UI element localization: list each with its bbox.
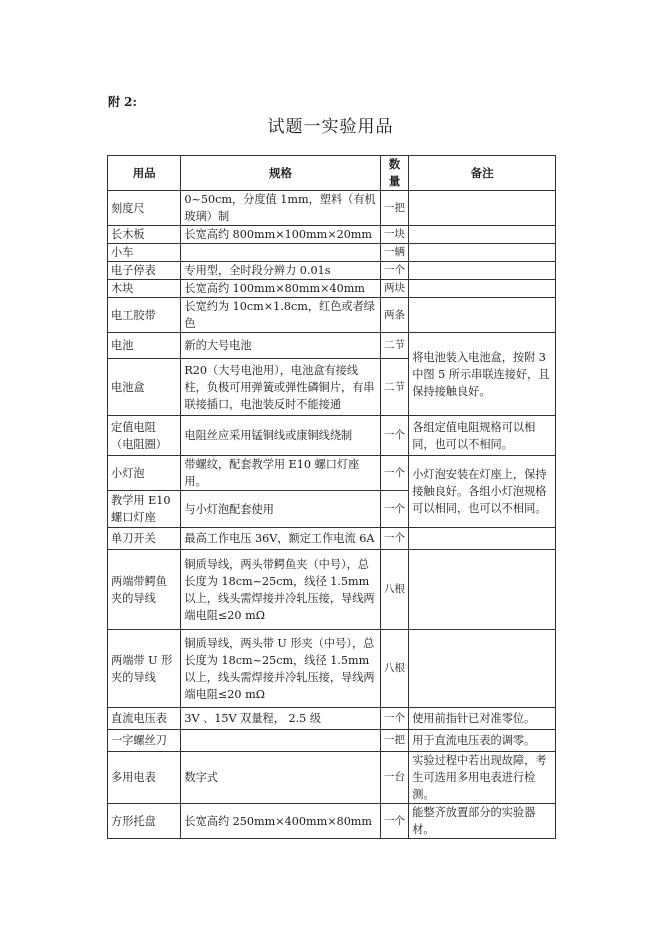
item-name: 定值电阻（电阻圈） [108,416,181,456]
item-spec: 铜质导线，两头带 U 形夹（中号），总长度为 18cm~25cm，线径 1.5mm 以上，线头需焊接并冷轧压接，导线两端电阻≤20 mΩ [181,630,380,708]
item-note [409,528,556,550]
table-row [108,528,556,550]
table-row [108,456,556,491]
item-note: 使用前指针已对准零位。 [409,708,556,730]
item-qty: 一块 [380,226,408,244]
item-name: 一字螺丝刀 [108,730,181,752]
table-row [108,244,556,262]
item-spec: 电阻丝应采用锰铜线或康铜线绕制 [181,416,380,456]
item-spec: 长宽高约 800mm×100mm×20mm [181,226,380,244]
item-name: 方形托盘 [108,804,181,839]
item-qty: 一把 [380,191,408,226]
item-spec: 数字式 [181,752,380,804]
item-spec: 0~50cm，分度值 1mm，塑料（有机玻璃）制 [181,191,380,226]
item-note [409,191,556,226]
item-name: 两端带 U 形夹的导线 [108,630,181,708]
table-row [108,804,556,839]
table-row [108,333,556,359]
item-spec: 铜质导线，两头带鳄鱼夹（中号），总长度为 18cm~25cm，线径 1.5mm 以上，线头需焊接并冷轧压接，导线两端电阻≤20 mΩ [181,550,380,630]
item-note: 各组定值电阻规格可以相同，也可以不相同。 [409,416,556,456]
table-row [108,752,556,804]
item-qty: 八根 [380,630,408,708]
item-note [409,280,556,298]
item-qty: 一个 [380,456,408,491]
item-note: 用于直流电压表的调零。 [409,730,556,752]
item-note [409,226,556,244]
table-row [108,730,556,752]
table-row [108,550,556,630]
item-note: 能整齐放置部分的实验器材。 [409,804,556,839]
item-qty: 二节 [380,359,408,416]
table-row [108,630,556,708]
equipment-table [107,155,556,839]
item-note [409,262,556,280]
item-qty: 一台 [380,752,408,804]
item-name: 小车 [108,244,181,262]
item-qty: 八根 [380,550,408,630]
item-name: 小灯泡 [108,456,181,491]
item-note [409,630,556,708]
item-qty: 两块 [380,280,408,298]
item-note [409,298,556,333]
table-row [108,280,556,298]
item-name: 刻度尺 [108,191,181,226]
table-row [108,191,556,226]
column-header-note: 备注 [409,156,556,191]
page-title: 试题一实验用品 [267,117,394,137]
item-spec: 新的大号电池 [181,333,380,359]
item-note [409,550,556,630]
item-qty: 一个 [380,491,408,528]
item-qty: 一个 [380,528,408,550]
item-spec [181,244,380,262]
item-name: 教学用 E10 螺口灯座 [108,491,181,528]
item-qty: 一辆 [380,244,408,262]
item-name: 电工胶带 [108,298,181,333]
item-spec: 长宽高约 100mm×80mm×40mm [181,280,380,298]
item-spec: 带螺纹，配套教学用 E10 螺口灯座用。 [181,456,380,491]
item-spec: R20（大号电池用），电池盒有接线柱，负极可用弹簧或弹性磷铜片，有串联接插口，电池装反时不能接通 [181,359,380,416]
item-spec: 与小灯泡配套使用 [181,491,380,528]
attachment-label: 附 2: [108,95,137,109]
item-note: 实验过程中若出现故障，考生可选用多用电表进行检测。 [409,752,556,804]
item-spec: 专用型，全时段分辨力 0.01s [181,262,380,280]
item-name: 单刀开关 [108,528,181,550]
item-qty: 两条 [380,298,408,333]
column-header-name: 用品 [108,156,181,191]
item-qty: 一个 [380,708,408,730]
item-name: 电池盒 [108,359,181,416]
item-name: 木块 [108,280,181,298]
item-spec: 长宽约为 10cm×1.8cm，红色或者绿色 [181,298,380,333]
item-note [409,244,556,262]
item-name: 两端带鳄鱼夹的导线 [108,550,181,630]
item-name: 直流电压表 [108,708,181,730]
item-spec: 3V 、15V 双量程， 2.5 级 [181,708,380,730]
item-qty: 一把 [380,730,408,752]
item-note: 将电池装入电池盒，按附 3 中图 5 所示串联连接好，且保持接触良好。 [409,333,556,416]
table-row [108,262,556,280]
item-name: 电池 [108,333,181,359]
item-spec: 最高工作电压 36V，额定工作电流 6A [181,528,380,550]
column-header-qty: 数量 [380,156,408,191]
item-name: 多用电表 [108,752,181,804]
item-qty: 一个 [380,262,408,280]
table-header-row [108,156,556,191]
item-qty: 一个 [380,416,408,456]
table-row [108,226,556,244]
item-spec [181,730,380,752]
column-header-spec: 规格 [181,156,380,191]
item-name: 电子停表 [108,262,181,280]
item-name: 长木板 [108,226,181,244]
item-spec: 长宽高约 250mm×400mm×80mm [181,804,380,839]
item-qty: 一个 [380,804,408,839]
table-row [108,708,556,730]
item-note: 小灯泡安装在灯座上，保持接触良好。各组小灯泡规格可以相同，也可以不相同。 [409,456,556,528]
table-row [108,298,556,333]
table-row [108,416,556,456]
item-qty: 二节 [380,333,408,359]
